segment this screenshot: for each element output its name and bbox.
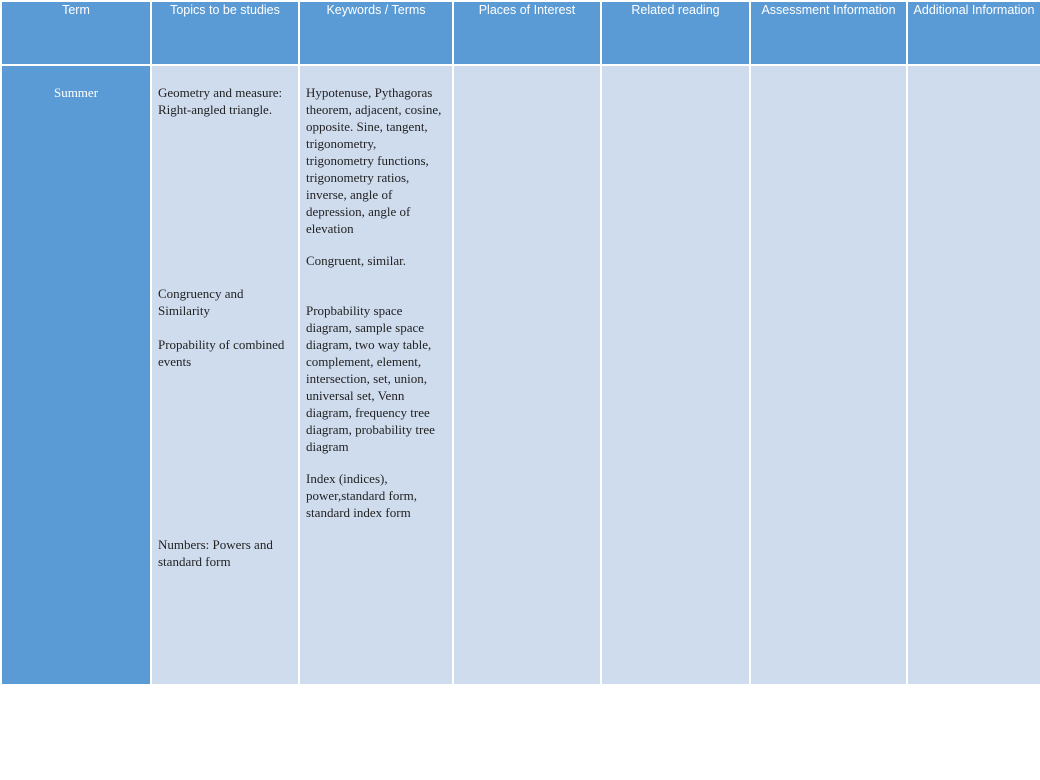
keywords-trigonometry: Hypotenuse, Pythagoras theorem, adjacent, cosine, opposite. Sine, tangent, trigonometry, trigonometry functions, trigonometry ratios, inverse, angle of depression, angle of elevation	[306, 85, 442, 236]
header-additional: Additional Information	[907, 1, 1040, 65]
header-term: Term	[1, 1, 151, 65]
topic-probability: Propability of combined events	[158, 337, 285, 369]
header-topics: Topics to be studies	[151, 1, 299, 65]
topics-cell	[151, 65, 299, 685]
table-row	[1, 65, 1040, 685]
header-reading: Related reading	[601, 1, 750, 65]
header-keywords: Keywords / Terms	[299, 1, 453, 65]
header-assessment: Assessment Information	[750, 1, 907, 65]
header-places: Places of Interest	[453, 1, 601, 65]
term-cell: Summer	[1, 65, 151, 685]
keywords-congruency: Congruent, similar.	[306, 253, 407, 268]
additional-cell	[907, 65, 1040, 685]
assessment-cell	[750, 65, 907, 685]
reading-cell	[601, 65, 750, 685]
topic-numbers: Numbers: Powers and standard form	[158, 537, 273, 569]
keywords-numbers: Index (indices), power,standard form, standard index form	[306, 471, 418, 520]
topic-geometry: Geometry and measure: Right-angled triangle.	[158, 85, 283, 117]
topic-congruency: Congruency and Similarity	[158, 286, 244, 318]
places-cell	[453, 65, 601, 685]
keywords-cell	[299, 65, 453, 685]
keywords-probability: Propbability space diagram, sample space diagram, two way table, complement, element, intersection, set, union, universal set, Venn diagram, frequency tree diagram, probability tree diagram	[306, 303, 435, 454]
header-row	[1, 1, 1040, 65]
